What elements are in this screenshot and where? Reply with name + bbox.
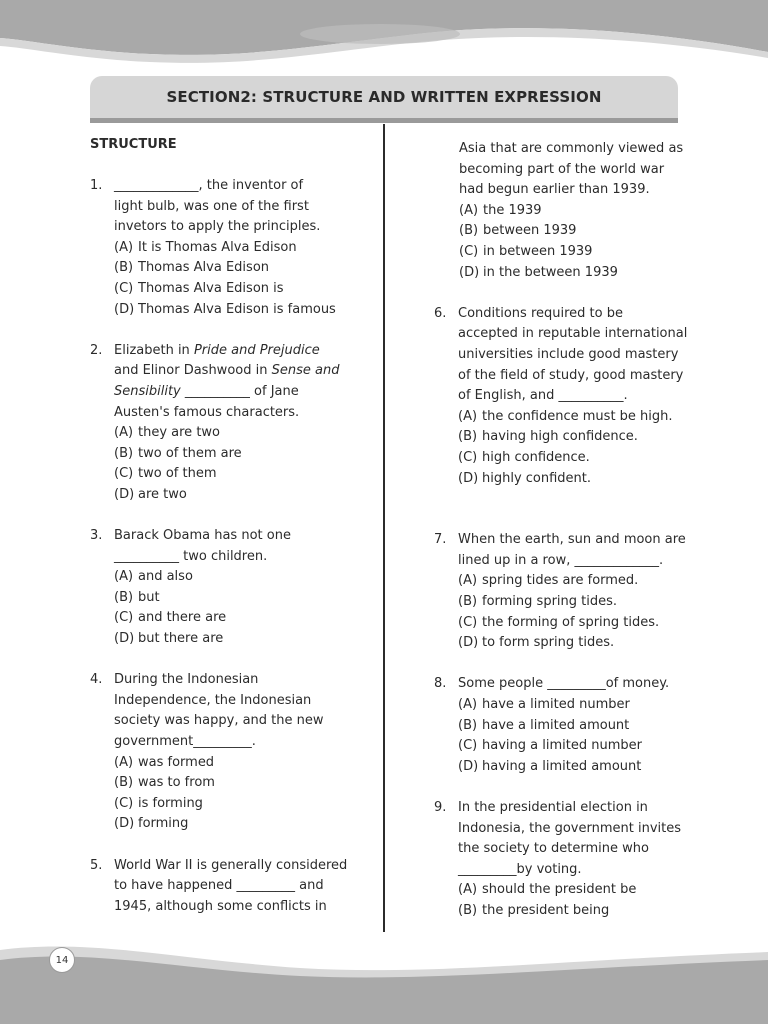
option-letter: (B) <box>458 717 478 733</box>
question-number: 7. <box>434 532 447 548</box>
option-letter: (A) <box>114 569 134 585</box>
option-text: between 1939 <box>483 223 577 239</box>
answer-option[interactable] <box>114 588 360 609</box>
answer-option[interactable] <box>114 238 360 259</box>
option-text: in between 1939 <box>483 243 593 259</box>
answer-option[interactable] <box>114 629 360 650</box>
question-number: 8. <box>434 676 447 692</box>
option-text: to form spring tides. <box>482 635 615 651</box>
answer-option[interactable] <box>114 485 360 506</box>
option-text: the forming of spring tides. <box>482 614 660 630</box>
option-text: have a limited amount <box>482 717 630 733</box>
option-text: having a limited amount <box>482 758 642 774</box>
question-stem-line: World War II is generally considered <box>114 857 348 873</box>
question-stem-line: of English, and __________. <box>458 388 628 404</box>
option-text: having high confidence. <box>482 429 638 445</box>
option-letter: (A) <box>114 754 134 770</box>
question-5-continued <box>459 139 696 283</box>
option-letter: (C) <box>459 243 479 259</box>
option-text: the president being <box>482 902 610 918</box>
question-stem-line: invetors to apply the principles. <box>114 219 321 235</box>
answer-option[interactable] <box>459 242 696 263</box>
option-text: highly confident. <box>482 470 592 486</box>
answer-option[interactable] <box>114 279 360 300</box>
answer-option[interactable] <box>458 469 696 490</box>
option-text: have a limited number <box>482 697 630 713</box>
question-stem-line: government_________. <box>114 734 256 750</box>
question-number: 5. <box>90 857 103 873</box>
column-divider <box>383 124 385 932</box>
answer-option[interactable] <box>114 773 360 794</box>
option-letter: (B) <box>459 223 479 239</box>
top-wave-decoration <box>0 0 768 80</box>
answer-option[interactable] <box>114 300 360 321</box>
option-letter: (C) <box>114 610 134 626</box>
answer-option[interactable] <box>458 757 696 778</box>
structure-heading: STRUCTURE <box>90 137 177 152</box>
option-letter: (A) <box>458 882 478 898</box>
option-letter: (B) <box>458 594 478 610</box>
question-stem-line: In the presidential election in <box>458 800 648 815</box>
question-stem-line: When the earth, sun and moon are <box>458 532 686 548</box>
question-stem-line: Barack Obama has not one <box>114 528 291 544</box>
option-letter: (A) <box>114 239 134 255</box>
answer-option[interactable] <box>114 794 360 815</box>
question-4 <box>90 670 360 835</box>
option-text: should the president be <box>482 882 637 898</box>
answer-option[interactable] <box>458 716 696 737</box>
option-text: having a limited number <box>482 738 642 754</box>
option-letter: (A) <box>459 202 479 218</box>
option-letter: (C) <box>458 449 478 465</box>
option-text: forming spring tides. <box>482 594 618 610</box>
option-text: high confidence. <box>482 449 590 465</box>
option-letter: (A) <box>458 408 478 424</box>
option-letter: (B) <box>114 589 134 605</box>
question-2 <box>90 341 360 506</box>
option-letter: (D) <box>458 470 479 486</box>
answer-option[interactable] <box>458 592 696 613</box>
question-stem-line: 1945, although some conflicts in <box>114 898 327 914</box>
answer-option[interactable] <box>458 633 696 654</box>
question-stem-line: society was happy, and the new <box>114 713 324 729</box>
option-letter: (D) <box>458 758 479 774</box>
option-text: and there are <box>138 610 227 626</box>
question-1 <box>90 176 360 320</box>
question-number: 9. <box>434 800 447 815</box>
option-text: Thomas Alva Edison is famous <box>138 301 336 317</box>
question-stem-line: accepted in reputable international <box>458 326 688 342</box>
question-number: 6. <box>434 305 447 321</box>
question-9 <box>434 798 696 922</box>
section-title-bar <box>90 76 678 123</box>
question-stem-line: Austen's famous characters. <box>114 404 300 420</box>
question-7 <box>434 530 696 654</box>
option-letter: (A) <box>114 425 134 441</box>
question-number: 4. <box>90 672 103 688</box>
question-stem-line: Asia that are commonly viewed as <box>459 141 684 156</box>
option-letter: (D) <box>114 631 135 647</box>
question-stem-line: light bulb, was one of the first <box>114 198 309 214</box>
option-text: the 1939 <box>483 202 542 218</box>
question-stem-line: of the field of study, good mastery <box>458 367 684 383</box>
option-text: was formed <box>138 754 215 770</box>
answer-option[interactable] <box>458 613 696 634</box>
question-stem-line: universities include good mastery <box>458 346 679 362</box>
answer-option[interactable] <box>114 567 360 588</box>
option-letter: (C) <box>458 614 478 630</box>
option-text: they are two <box>138 425 220 441</box>
question-stem-line: Conditions required to be <box>458 305 623 321</box>
question-number: 1. <box>90 178 103 193</box>
question-stem-line: _________by voting. <box>458 861 582 877</box>
answer-option[interactable] <box>114 753 360 774</box>
option-letter: (C) <box>458 738 478 754</box>
question-3 <box>90 526 360 650</box>
question-stem-line: had begun earlier than 1939. <box>459 182 650 198</box>
question-stem-line: and Elinor Dashwood in Sense and <box>114 363 340 379</box>
answer-option[interactable] <box>458 736 696 757</box>
question-6 <box>434 304 696 489</box>
option-letter: (A) <box>458 573 478 589</box>
answer-option[interactable] <box>459 221 696 242</box>
question-stem-line: Sensibility __________ of Jane <box>114 383 299 399</box>
question-5 <box>90 856 360 918</box>
option-text: is forming <box>138 795 203 811</box>
option-letter: (C) <box>114 795 134 811</box>
question-stem-line: to have happened _________ and <box>114 878 324 894</box>
option-text: but <box>138 589 160 605</box>
left-column <box>90 136 360 917</box>
question-stem-line: _____________, the inventor of <box>114 178 304 193</box>
answer-option[interactable] <box>459 263 696 284</box>
question-number: 2. <box>90 342 103 358</box>
answer-option[interactable] <box>458 880 696 901</box>
option-letter: (D) <box>458 635 479 651</box>
answer-option[interactable] <box>114 608 360 629</box>
question-number: 3. <box>90 528 103 544</box>
question-stem-line: Independence, the Indonesian <box>114 692 312 708</box>
page-number-badge <box>49 947 75 973</box>
option-text: but there are <box>138 631 224 647</box>
option-letter: (D) <box>114 301 135 317</box>
option-text: in the between 1939 <box>483 264 618 280</box>
option-letter: (D) <box>114 816 135 832</box>
option-letter: (B) <box>458 902 478 918</box>
option-text: Thomas Alva Edison is <box>138 280 284 296</box>
option-text: two of them <box>138 466 217 482</box>
answer-option[interactable] <box>458 407 696 428</box>
answer-option[interactable] <box>114 423 360 444</box>
option-text: forming <box>138 816 189 832</box>
option-letter: (C) <box>114 280 134 296</box>
answer-option[interactable] <box>114 258 360 279</box>
question-stem-line: During the Indonesian <box>114 672 259 688</box>
option-text: two of them are <box>138 445 242 461</box>
question-stem-line: Some people _________of money. <box>458 676 670 692</box>
question-stem-line: lined up in a row, _____________. <box>458 552 664 568</box>
question-stem-line: becoming part of the world war <box>459 161 665 177</box>
question-8 <box>434 674 696 777</box>
option-letter: (C) <box>114 466 134 482</box>
question-stem-line: __________ two children. <box>114 548 268 564</box>
option-text: the confidence must be high. <box>482 408 673 424</box>
option-text: was to from <box>138 775 215 791</box>
option-letter: (B) <box>114 775 134 791</box>
answer-option[interactable] <box>114 814 360 835</box>
option-text: spring tides are formed. <box>482 573 639 589</box>
option-text: and also <box>138 569 193 585</box>
option-letter: (D) <box>114 486 135 502</box>
section-title: SECTION2: STRUCTURE AND WRITTEN EXPRESSION <box>166 88 602 106</box>
answer-option[interactable] <box>458 448 696 469</box>
question-stem-line: Elizabeth in Pride and Prejudice <box>114 342 320 358</box>
option-text: Thomas Alva Edison <box>138 260 270 276</box>
bottom-wave-decoration <box>0 930 768 1024</box>
answer-option[interactable] <box>458 695 696 716</box>
answer-option[interactable] <box>114 464 360 485</box>
question-stem-line: the society to determine who <box>458 841 649 857</box>
right-column <box>434 139 696 922</box>
option-letter: (B) <box>458 429 478 445</box>
answer-option[interactable] <box>458 427 696 448</box>
option-letter: (D) <box>459 264 480 280</box>
answer-option[interactable] <box>458 571 696 592</box>
option-letter: (A) <box>458 697 478 713</box>
answer-option[interactable] <box>114 444 360 465</box>
answer-option[interactable] <box>458 901 696 922</box>
option-letter: (B) <box>114 445 134 461</box>
option-text: are two <box>138 486 187 502</box>
answer-option[interactable] <box>459 201 696 222</box>
page-number: 14 <box>55 954 69 966</box>
option-text: It is Thomas Alva Edison <box>138 239 297 255</box>
option-letter: (B) <box>114 260 134 276</box>
question-stem-line: Indonesia, the government invites <box>458 820 682 836</box>
